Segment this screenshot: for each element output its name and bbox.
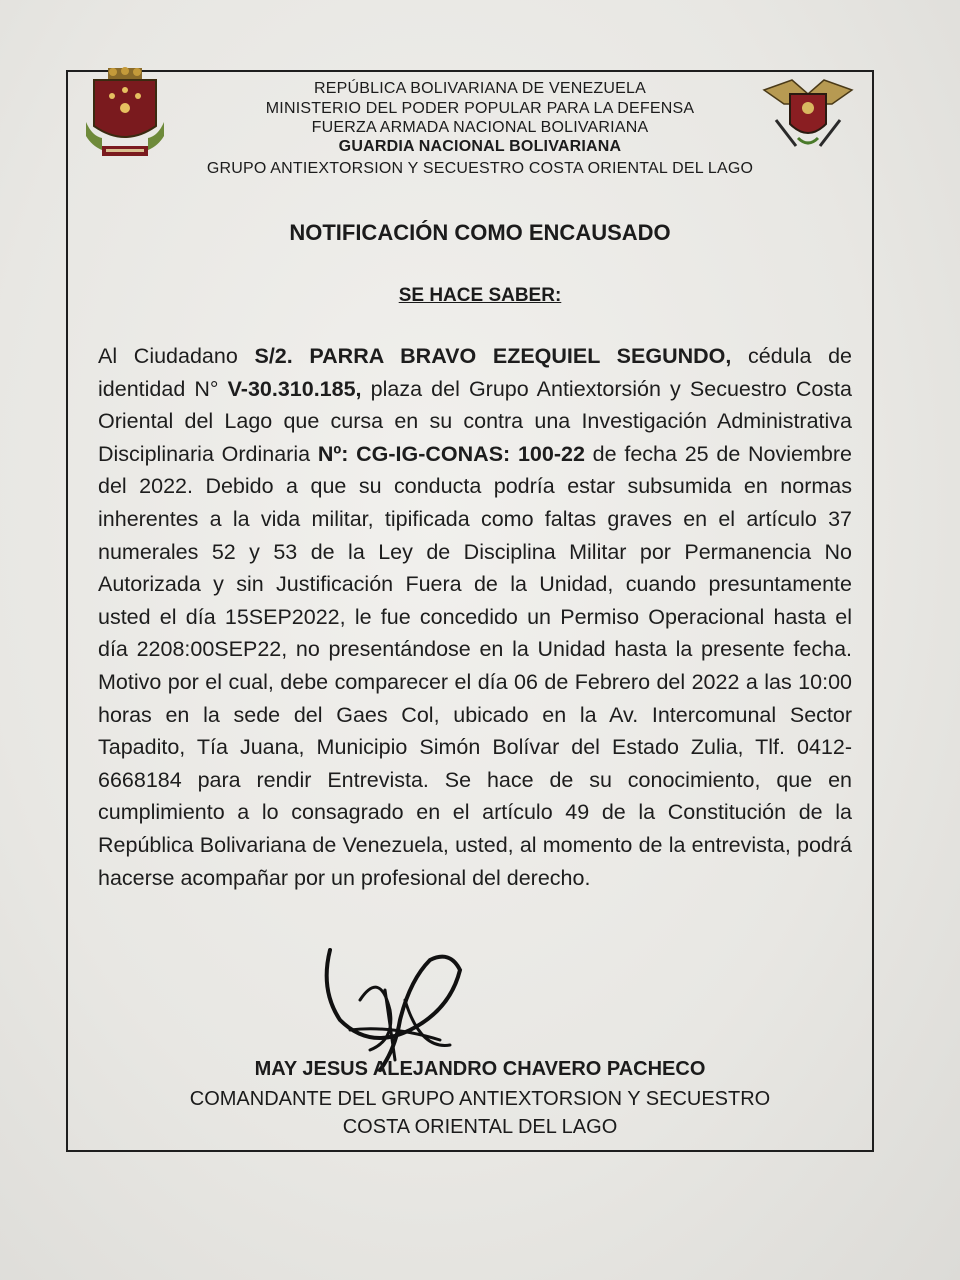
notification-body xyxy=(98,340,852,894)
header-group: GRUPO ANTIEXTORSION Y SECUESTRO COSTA ORIENTAL DEL LAGO xyxy=(206,160,754,177)
case-number: Nº: CG-IG-CONAS: 100-22 xyxy=(317,441,585,466)
header-gnb: GUARDIA NACIONAL BOLIVARIANA xyxy=(338,138,622,155)
body-details: de fecha 25 de Noviembre del 2022. Debido a que su conducta podría estar subsumida en normas inherentes a la vida militar, tipificada como faltas graves en el artículo 37 numerales 52 y 53 de la Ley de Disciplina Militar por Permanencia No Autorizada y sin Justificación Fuera de la Unidad, cuando presuntamente usted el día 15SEP2022, le fue concedido un Permiso Operacional hasta el día 2208:00SEP22, no presentándose en la Unidad hasta la presente fecha. Motivo por el cual, debe comparecer el día 06 de Febrero del 2022 a las 10:00 horas en la sede del Gaes Col, ubicado en la Av. Intercomunal Sector Tapadito, Tía Juana, Municipio Simón Bolívar del Estado Zulia, Tlf. 0412-6668184 para rendir Entrevista. Se hace de su conocimiento, que en cumplimiento a lo consagrado en el artículo 49 de la Constitución de la República Bolivariana de Venezuela, usted, al momento de la entrevista, podrá hacerse acompañar por un profesional del derecho. xyxy=(98,441,852,890)
signatory-name: MAY JESUS ALEJANDRO CHAVERO PACHECO xyxy=(254,1058,706,1080)
body-id-label: cédula de identidad N° xyxy=(98,344,852,401)
header-ministry: MINISTERIO DEL PODER POPULAR PARA LA DEFENSA xyxy=(265,100,695,117)
header-republic: REPÚBLICA BOLIVARIANA DE VENEZUELA xyxy=(314,80,646,97)
body-unit: plaza del Grupo Antiextorsión y Secuestro Costa Oriental del Lago que cursa en su contra una Investigación Administrativa Disciplinaria Ordinaria xyxy=(98,376,852,466)
signatory-role-line2: COSTA ORIENTAL DEL LAGO xyxy=(342,1116,618,1138)
body-intro: Al Ciudadano xyxy=(98,344,255,368)
header-fanb: FUERZA ARMADA NACIONAL BOLIVARIANA xyxy=(311,119,649,136)
document-subtitle: SE HACE SABER: xyxy=(398,285,562,306)
citizen-name: S/2. PARRA BRAVO EZEQUIEL SEGUNDO, xyxy=(254,344,732,368)
citizen-id: V-30.310.185, xyxy=(227,376,362,401)
signatory-role-line1: COMANDANTE DEL GRUPO ANTIEXTORSION Y SECUESTRO xyxy=(189,1088,771,1110)
document-title: NOTIFICACIÓN COMO ENCAUSADO xyxy=(289,220,671,245)
